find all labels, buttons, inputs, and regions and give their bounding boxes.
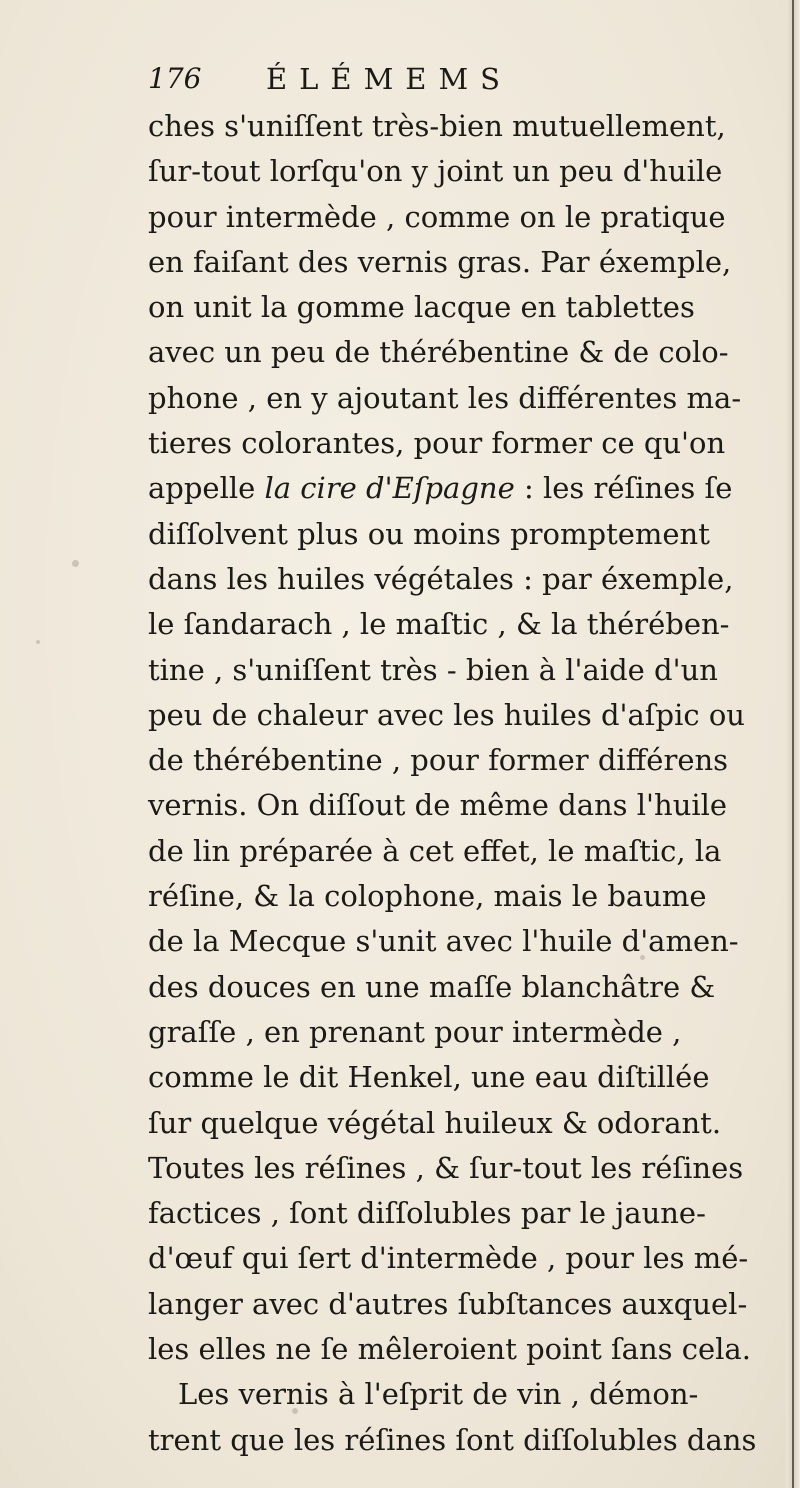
text-line-indented: Les vernis à l'eſprit de vin , démon-: [178, 1377, 699, 1412]
text-line-suffix: : les réſines ſe: [514, 471, 733, 506]
paper-speck: [36, 640, 40, 644]
text-line: les elles ne ſe mêleroient point ſans cela.: [148, 1332, 751, 1367]
text-line: de thérébentine , pour former différens: [148, 743, 729, 778]
text-line: en faiſant des vernis gras. Par éxemple,: [148, 244, 732, 279]
text-line: de la Mecque s'unit avec l'huile d'amen-: [148, 924, 739, 959]
italic-phrase: la cire d'Eſpagne: [264, 471, 515, 506]
text-line: d'œuf qui ſert d'intermède , pour les mé-: [148, 1241, 749, 1276]
text-line: tine , s'uniſſent très - bien à l'aide d'un: [148, 652, 718, 687]
text-line-prefix: appelle: [148, 471, 265, 506]
text-line: pour intermède , comme on le pratique: [148, 199, 726, 234]
text-line: le ſandarach , le maſtic , & la thérében-: [148, 607, 730, 642]
text-line: ches s'uniſſent très-bien mutuellement,: [148, 109, 726, 143]
text-line: diſſolvent plus ou moins promptement: [148, 516, 710, 551]
text-line: des douces en une maſſe blanchâtre &: [148, 969, 716, 1004]
body-text: [148, 104, 788, 1463]
text-line: de lin préparée à cet effet, le maſtic, la: [148, 833, 722, 868]
text-line: comme le dit Henkel, une eau diſtillée: [148, 1060, 710, 1095]
text-line: Toutes les réſines , & ſur-tout les réſines: [148, 1150, 744, 1185]
page-edge-line: [792, 0, 794, 1488]
text-line: vernis. On diſſout de même dans l'huile: [148, 788, 728, 823]
text-line: avec un peu de thérébentine & de colo-: [148, 335, 729, 370]
text-line: langer avec d'autres ſubſtances auxquel-: [148, 1286, 748, 1321]
paper-speck: [640, 955, 645, 960]
text-line: on unit la gomme lacque en tablettes: [148, 290, 695, 325]
text-line: dans les huiles végétales : par éxemple,: [148, 561, 734, 596]
text-line: ſur quelque végétal huileux & odorant.: [148, 1105, 722, 1140]
running-title: ÉLÉMEMS: [266, 62, 513, 96]
text-line: réſine, & la colophone, mais le baume: [148, 879, 707, 914]
text-line-with-italic: [148, 466, 788, 511]
paper-speck: [72, 560, 79, 567]
page-number: 176: [148, 62, 202, 95]
text-line: factices , ſont diſſolubles par le jaune-: [148, 1196, 706, 1231]
paper-speck: [292, 1408, 298, 1414]
text-line: tieres colorantes, pour former ce qu'on: [148, 426, 726, 461]
text-line: graſſe , en prenant pour intermède ,: [148, 1014, 682, 1049]
page-header: [148, 56, 768, 102]
text-line: phone , en y ajoutant les différentes ma-: [148, 380, 742, 415]
text-line: trent que les réſines ſont diſſolubles dans: [148, 1422, 757, 1457]
text-line: ſur-tout lorſqu'on y joint un peu d'huile: [148, 154, 723, 189]
text-line: peu de chaleur avec les huiles d'aſpic ou: [148, 697, 745, 732]
